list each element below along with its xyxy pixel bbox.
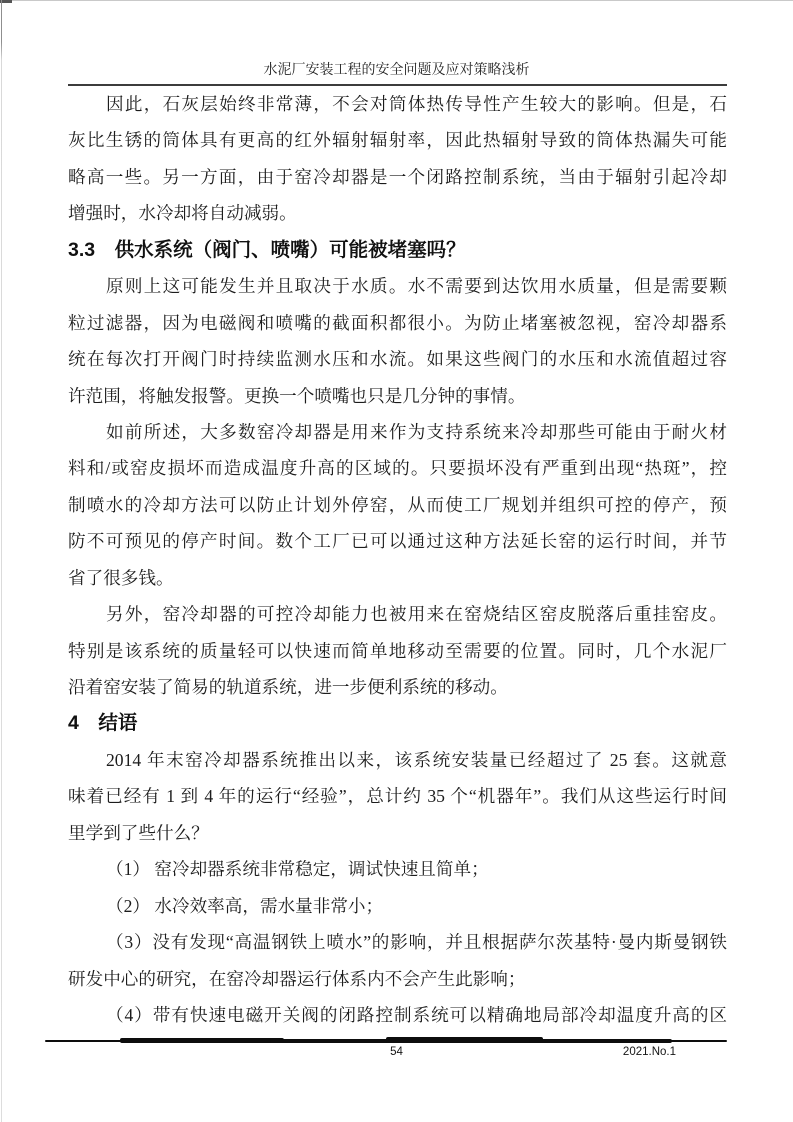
paragraph-line: 原则上这可能发生并且取决于水质。水不需要到达饮用水质量，但是需要颗	[106, 276, 727, 297]
paragraph-line: 味着已经有 1 到 4 年的运行“经验”，总计约 35 个“机器年”。我们从这些运行时间	[68, 786, 727, 807]
paragraph-line: 防不可预见的停产时间。数个工厂已可以通过这种方法延长窑的运行时间，并节	[68, 531, 727, 552]
footer-scan-line	[45, 1037, 727, 1045]
article-body	[68, 86, 727, 1033]
page-left-scan-edge	[1, 0, 2, 1122]
list-item-line: （4）带有快速电磁开关阀的闭路控制系统可以精确地局部冷却温度升高的区	[106, 1004, 727, 1025]
paragraph-line: 沿着窑安装了简易的轨道系统，进一步便利系统的移动。	[68, 677, 508, 697]
paragraph-line: 略高一些。另一方面，由于窑冷却器是一个闭路控制系统，当由于辐射引起冷却	[68, 166, 727, 187]
paragraph-line: 灰比生锈的筒体具有更高的红外辐射辐射率，因此热辐射导致的筒体热漏失可能	[68, 130, 727, 151]
section-heading-3-3: 3.3 供水系统（阀门、喷嘴）可能被堵塞吗？	[68, 238, 466, 261]
paragraph-line: 省了很多钱。	[68, 567, 174, 588]
list-item-line: （1） 窑冷却器系统非常稳定，调试快速且简单；	[106, 859, 489, 880]
paragraph-line: 统在每次打开阀门时持续监测水压和水流。如果这些阀门的水压和水流值超过容	[68, 349, 727, 370]
section-heading-4: 4 结语	[68, 712, 138, 735]
list-item-line: （2） 水冷效率高，需水量非常小；	[106, 895, 384, 916]
paragraph-line: 特别是该系统的质量轻可以快速而简单地移动至需要的位置。同时，几个水泥厂	[68, 640, 727, 661]
paragraph-line: 制喷水的冷却方法可以防止计划外停窑，从而使工厂规划并组织可控的停产，预	[68, 494, 727, 515]
page-top-scan-edge	[0, 0, 793, 1]
paragraph-line: 因此，石灰层始终非常薄，不会对筒体热传导性产生较大的影响。但是，石	[106, 94, 727, 114]
footer-issue-label: 2021.No.1	[622, 1046, 676, 1058]
paragraph-line: 里学到了些什么？	[68, 822, 209, 843]
paragraph-line: 另外，窑冷却器的可控冷却能力也被用来在窑烧结区窑皮脱落后重挂窑皮。	[106, 604, 727, 625]
paragraph-line: 料和/或窑皮损坏而造成温度升高的区域的。只要损坏没有严重到出现“热斑”，控	[68, 458, 727, 479]
paragraph-line: 2014 年末窑冷却器系统推出以来，该系统安装量已经超过了 25 套。这就意	[106, 749, 727, 770]
paragraph-line: 如前所述，大多数窑冷却器是用来作为支持系统来冷却那些可能由于耐火材	[106, 421, 727, 442]
paragraph-line: 粒过滤器，因为电磁阀和喷嘴的截面积都很小。为防止堵塞被忽视，窑冷却器系	[68, 312, 727, 333]
paragraph-line: 许范围，将触发报警。更换一个喷嘴也只是几分钟的事情。	[68, 385, 526, 406]
running-header-title: 水泥厂安装工程的安全问题及应对策略浅析	[263, 63, 530, 78]
list-item-line: （3）没有发现“高温钢铁上喷水”的影响，并且根据萨尔茨基特·曼内斯曼钢铁	[106, 932, 727, 953]
paragraph-line: 增强时，水冷却将自动减弱。	[68, 203, 297, 224]
list-item-line: 研发中心的研究，在窑冷却器运行体系内不会产生此影响；	[68, 968, 526, 989]
footer-page-number: 54	[390, 1046, 403, 1058]
